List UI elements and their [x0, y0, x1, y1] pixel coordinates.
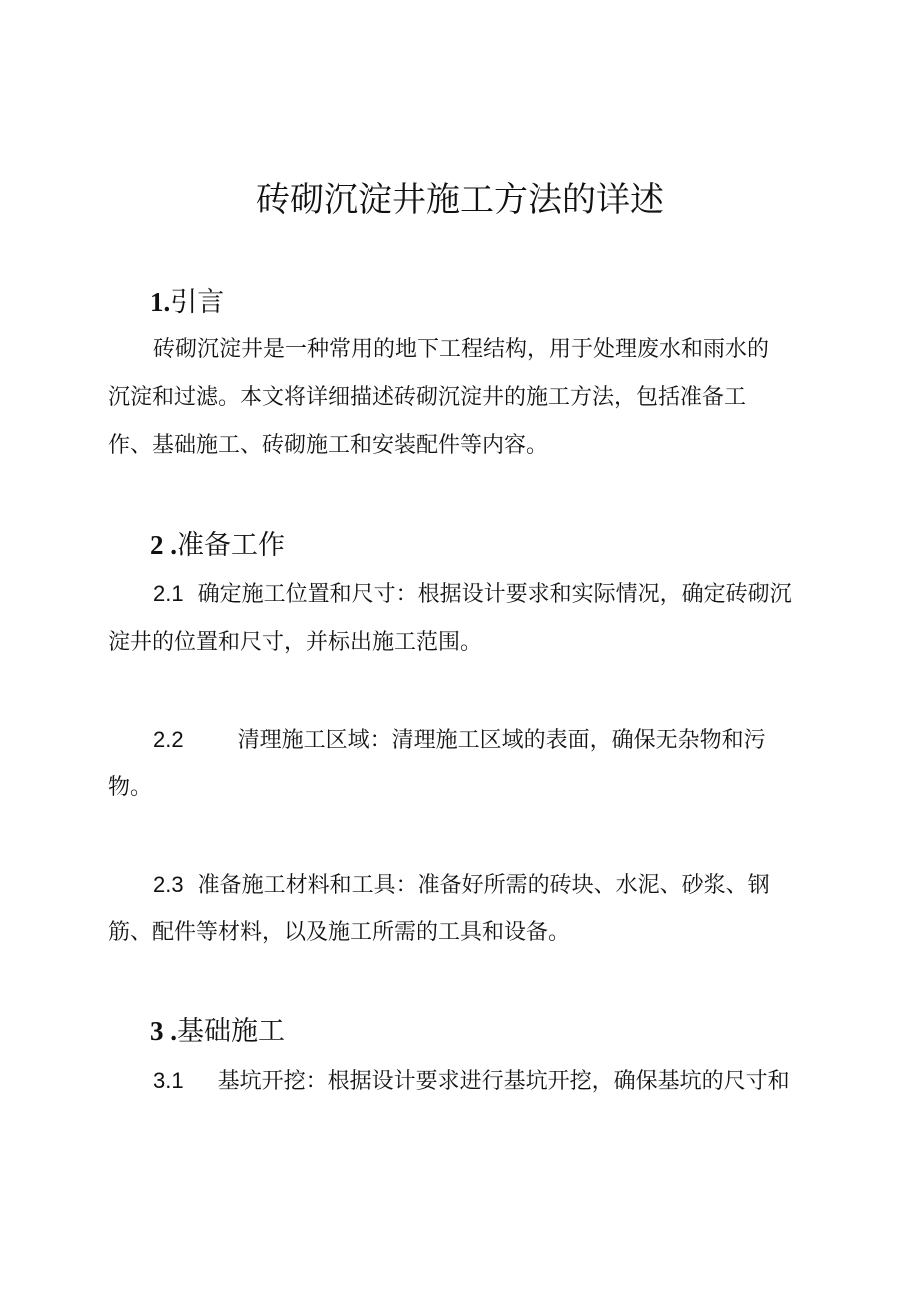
subsection-number: 2.3	[153, 872, 184, 897]
section-number: 1.	[150, 287, 171, 317]
subsection-text: 准备施工材料和工具：准备好所需的砖块、水泥、砂浆、钢	[197, 873, 770, 898]
paragraph-line: 沉淀和过滤。本文将详细描述砖砌沉淀井的施工方法，包括准备工	[108, 385, 747, 410]
subsection-text: 基坑开挖：根据设计要求进行基坑开挖，确保基坑的尺寸和	[217, 1069, 790, 1094]
subsection-line: 筋、配件等材料，以及施工所需的工具和设备。	[108, 920, 571, 945]
subsection-line	[153, 577, 792, 612]
section-title: 引言	[170, 287, 225, 318]
document-title: 砖砌沉淀井施工方法的详述	[256, 180, 664, 220]
paragraph-line: 砖砌沉淀井是一种常用的地下工程结构，用于处理废水和雨水的	[153, 337, 770, 362]
subsection-line	[153, 723, 766, 758]
section-heading-1	[150, 282, 224, 323]
section-title: 基础施工	[177, 1016, 285, 1047]
section-title: 准备工作	[177, 530, 285, 561]
subsection-line	[153, 868, 770, 903]
subsection-number: 3.1	[153, 1068, 184, 1093]
subsection-line: 物。	[108, 775, 153, 800]
subsection-number: 2.2	[153, 727, 184, 752]
subsection-text: 清理施工区域：清理施工区域的表面，确保无杂物和污	[237, 728, 766, 753]
section-number: 2 .	[150, 530, 177, 560]
paragraph-line: 作、基础施工、砖砌施工和安装配件等内容。	[108, 433, 549, 458]
section-heading-3	[150, 1011, 285, 1052]
subsection-text: 确定施工位置和尺寸：根据设计要求和实际情况，确定砖砌沉	[197, 582, 792, 607]
section-heading-2	[150, 525, 285, 566]
subsection-number: 2.1	[153, 581, 184, 606]
subsection-line: 淀井的位置和尺寸，并标出施工范围。	[108, 630, 483, 655]
subsection-line	[153, 1064, 790, 1099]
section-number: 3 .	[150, 1016, 177, 1046]
